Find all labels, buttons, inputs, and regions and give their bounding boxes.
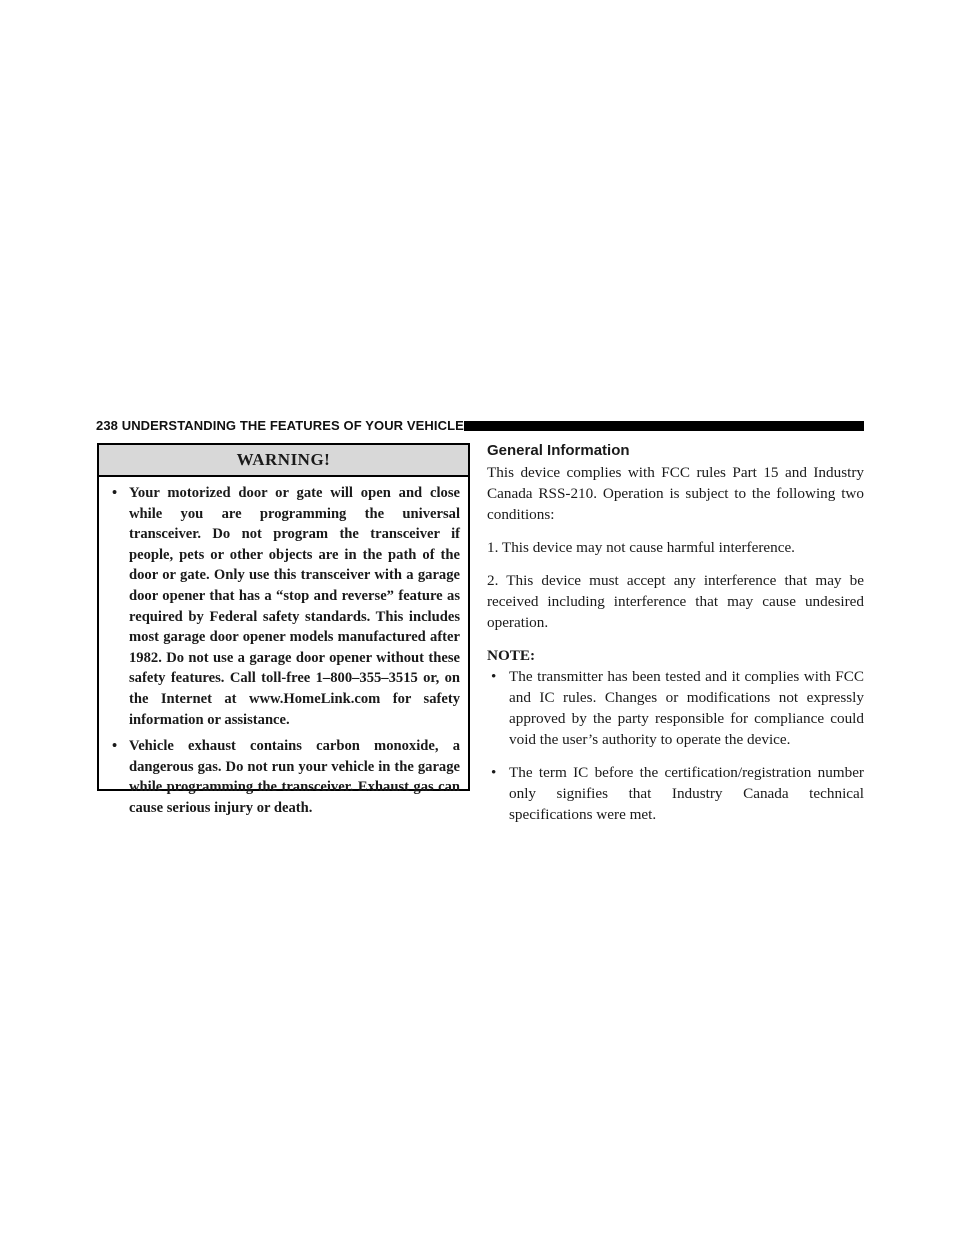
page-header-text: 238 UNDERSTANDING THE FEATURES OF YOUR VEHICLE <box>96 418 464 433</box>
bullet-icon: • <box>112 738 118 755</box>
note-item-text: The transmitter has been tested and it complies with FCC and IC rules. Changes or modifications not expressly approved by the party responsible for compliance could void the user’s authority to operate the device. <box>509 668 864 748</box>
warning-list <box>99 477 468 819</box>
page-header <box>96 418 864 434</box>
warning-box <box>97 443 470 816</box>
condition-2: 2. This device must accept any interference that may be received including interference that may cause undesired operation. <box>487 572 864 631</box>
warning-title: WARNING! <box>99 445 468 477</box>
warning-item-text: Your motorized door or gate will open and close while you are programming the universal transceiver. Do not program the transceiver if people, pets or other objects are in the path of the door or gate. Only use this transceiver with a garage door opener that has a “stop and reverse” feature as required by Federal safety standards. This includes most garage door opener models manufactured after 1982. Do not use a garage door opener without these safety features. Call toll-free 1–800–355–3515 or, on the Internet at www.HomeLink.com for safety information or assistance. <box>129 485 460 728</box>
warning-item <box>107 483 460 730</box>
note-item <box>487 666 864 750</box>
header-rule <box>464 421 864 431</box>
warning-item-text: Vehicle exhaust contains carbon monoxide, a dangerous gas. Do not run your vehicle in the garage while programming the transceiver. Exhaust gas can cause serious injury or death. <box>129 738 460 816</box>
note-label: NOTE: <box>487 647 536 664</box>
bullet-icon: • <box>491 764 497 781</box>
section-title: General Information <box>487 442 630 459</box>
note-item-text: The term IC before the certification/registration number only signifies that Industry Canada technical specifications were met. <box>509 764 864 823</box>
general-information-section <box>487 441 864 837</box>
warning-item <box>107 736 460 818</box>
intro-paragraph: This device complies with FCC rules Part 15 and Industry Canada RSS-210. Operation is subject to the following two conditions: <box>487 464 864 523</box>
note-item <box>487 762 864 825</box>
condition-1: 1. This device may not cause harmful interference. <box>487 539 795 556</box>
bullet-icon: • <box>491 668 497 685</box>
bullet-icon: • <box>112 485 118 501</box>
